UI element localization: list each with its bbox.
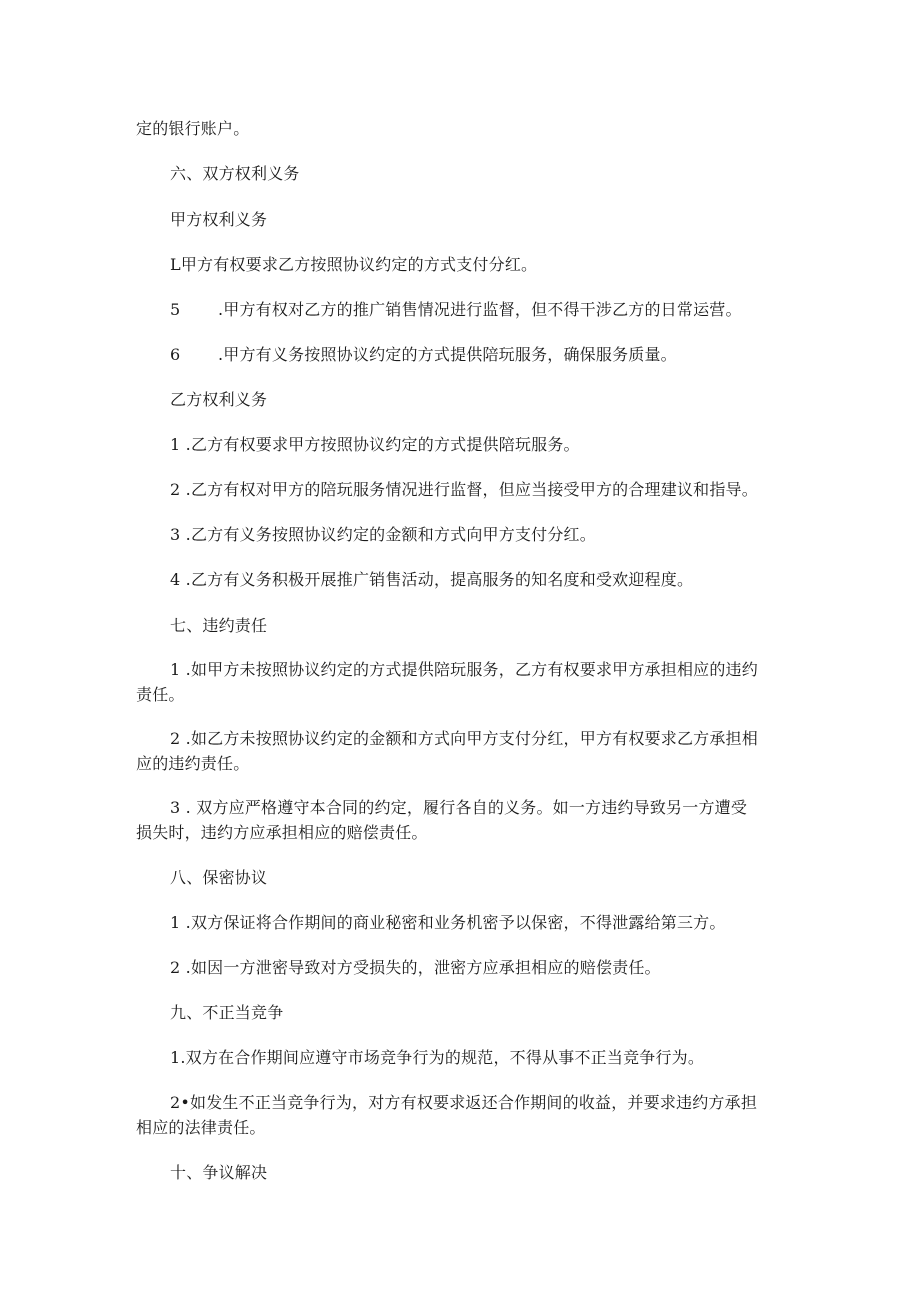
clause-b-2: 2 .乙方有权对甲方的陪玩服务情况进行监督，但应当接受甲方的合理建议和指导。 [170,480,758,499]
clause-b-4: 4 .乙方有义务积极开展推广销售活动，提高服务的知名度和受欢迎程度。 [170,570,694,589]
clause-7-2-line1: 2 .如乙方未按照协议约定的金额和方式向甲方支付分红，甲方有权要求乙方承担相 [170,729,758,748]
clause-7-1-line2: 责任。 [136,685,185,704]
clause-number: 5 [170,300,181,319]
clause-8-1: 1 .双方保证将合作期间的商业秘密和业务机密予以保密，不得泄露给第三方。 [170,913,726,932]
clause-text: .甲方有义务按照协议约定的方式提供陪玩服务，确保服务质量。 [218,345,677,364]
clause-a-2 [170,298,742,322]
clause-7-3-line1: 3 . 双方应严格遵守本合同的约定，履行各自的义务。如一方违约导致另一方遭受 [170,798,748,817]
clause-text: .甲方有权对乙方的推广销售情况进行监督，但不得干涉乙方的日常运营。 [218,300,742,319]
clause-7-1-line1: 1 .如甲方未按照协议约定的方式提供陪玩服务，乙方有权要求甲方承担相应的违约 [170,660,758,679]
clause-7-2-line2: 应的违约责任。 [136,754,250,773]
clause-number: 6 [170,345,181,364]
clause-b-3: 3 .乙方有义务按照协议约定的金额和方式向甲方支付分红。 [170,525,596,544]
clause-7-3-line2: 损失时，违约方应承担相应的赔偿责任。 [136,823,428,842]
section-heading-7: 七、违约责任 [170,616,268,635]
clause-9-2-line2: 相应的法律责任。 [136,1118,266,1137]
section-heading-6: 六、双方权利义务 [170,164,300,183]
clause-b-1: 1 .乙方有权要求甲方按照协议约定的方式提供陪玩服务。 [170,435,580,454]
subheading-party-a: 甲方权利义务 [170,210,268,229]
clause-8-2: 2 .如因一方泄密导致对方受损失的，泄密方应承担相应的赔偿责任。 [170,958,661,977]
subheading-party-b: 乙方权利义务 [170,390,268,409]
clause-9-2-line1: 2•如发生不正当竞争行为，对方有权要求返还合作期间的收益，并要求违约方承担 [170,1093,758,1112]
section-heading-10: 十、争议解决 [170,1163,268,1182]
section-heading-9: 九、不正当竞争 [170,1003,284,1022]
clause-9-1: 1.双方在合作期间应遵守市场竞争行为的规范，不得从事不正当竞争行为。 [170,1048,705,1067]
paragraph-line: 定的银行账户。 [136,119,250,138]
section-heading-8: 八、保密协议 [170,868,268,887]
clause-a-1: L甲方有权要求乙方按照协议约定的方式支付分红。 [170,255,538,274]
clause-a-3 [170,343,677,367]
